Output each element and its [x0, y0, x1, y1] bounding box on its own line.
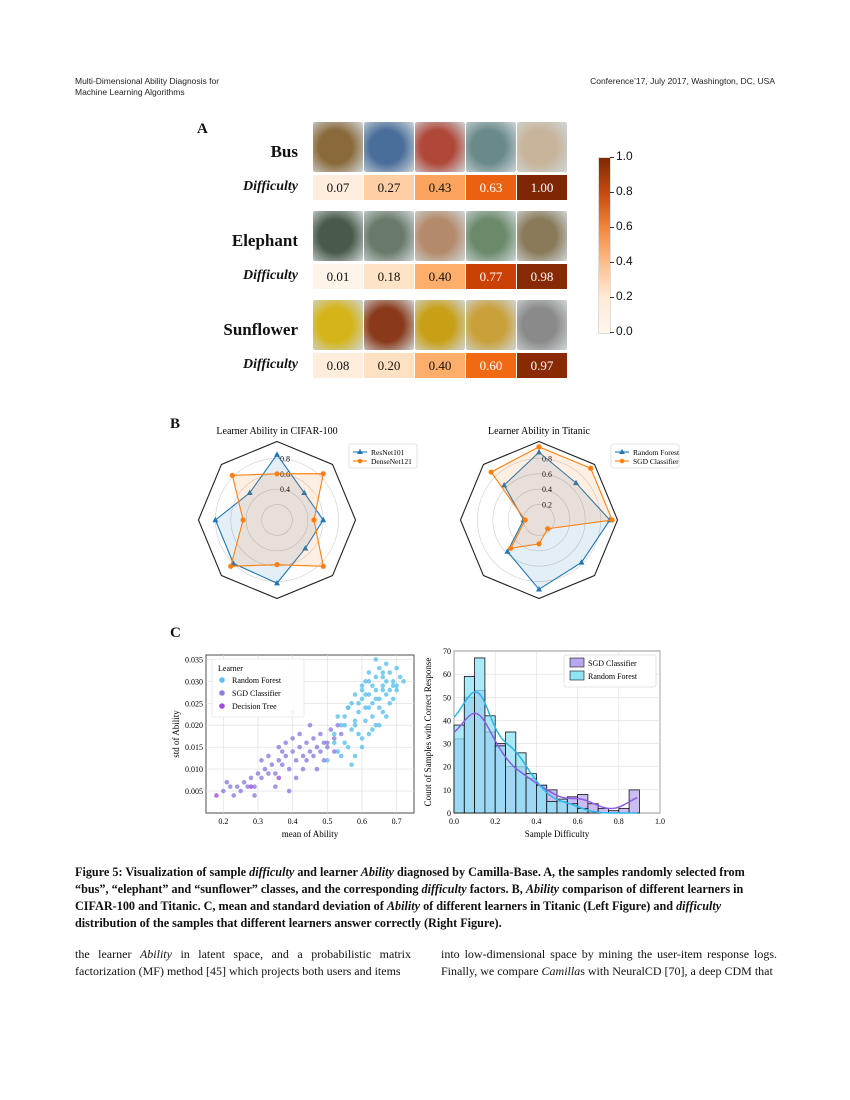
difficulty-cell: 0.40 [415, 353, 465, 378]
radar-rtick-label: 0.6 [542, 469, 552, 479]
scatter-ytick-label: 0.010 [185, 765, 203, 775]
radar-point [536, 541, 541, 546]
scatter-point [283, 754, 288, 759]
scatter-point [231, 793, 236, 798]
hist-bar [464, 676, 474, 813]
scatter-point [273, 784, 278, 789]
radar-rtick-label: 0.8 [542, 454, 552, 464]
scatter-point [360, 697, 365, 702]
difficulty-cell: 0.07 [313, 175, 363, 200]
body-text-right: into low-dimensional space by mining the user-item response logs. Finally, we compare Camillas with NeuralCD [70], a deep CDM that [441, 947, 777, 978]
scatter-point [280, 749, 285, 754]
radar-point [228, 564, 233, 569]
scatter-point [353, 723, 358, 728]
hist-xlabel: Sample Difficulty [524, 829, 590, 839]
scatter-point [325, 745, 330, 750]
scatter-point [280, 762, 285, 767]
difficulty-cell: 0.08 [313, 353, 363, 378]
scatter-point [377, 705, 382, 710]
sample-thumbnail [313, 122, 363, 172]
colorbar-tick-label: 0.2 [616, 289, 633, 303]
radar-point [241, 517, 246, 522]
scatter-point [370, 714, 375, 719]
radar-point [274, 562, 279, 567]
scatter-point [259, 776, 264, 781]
scatter-point [381, 675, 386, 680]
scatter-point [294, 776, 299, 781]
scatter-ytick-label: 0.020 [185, 721, 203, 731]
legend-label: SGD Classifier [232, 689, 281, 698]
panel-c-letter: C [170, 625, 181, 641]
sample-thumbnail [415, 211, 465, 261]
scatter-point [367, 679, 372, 684]
radar-rtick-label: 0.2 [542, 500, 552, 510]
difficulty-cell: 0.27 [364, 175, 414, 200]
scatter-point [370, 727, 375, 732]
hist-bar [516, 753, 526, 813]
class-name-sunflower: Sunflower [223, 320, 298, 339]
scatter-point [332, 732, 337, 737]
legend-swatch [570, 671, 584, 680]
scatter-point [342, 723, 347, 728]
radar-point [610, 517, 615, 522]
difficulty-label: Difficulty [243, 268, 298, 283]
radar-point [488, 469, 493, 474]
header-title-line2: Machine Learning Algorithms [75, 87, 185, 97]
colorbar-tick-mark [610, 262, 614, 263]
scatter-xtick-label: 0.6 [357, 817, 367, 826]
colorbar-tick-mark [610, 192, 614, 193]
hist-xtick-label: 0.0 [449, 817, 459, 826]
difficulty-cell: 0.63 [466, 175, 516, 200]
scatter-point [349, 701, 354, 706]
hist-xtick-label: 0.8 [613, 817, 624, 826]
scatter-point [353, 754, 358, 759]
scatter-point [353, 719, 358, 724]
scatter-xtick-label: 0.2 [218, 817, 229, 826]
legend-label: Random Forest [633, 448, 680, 457]
legend-label: SGD Classifier [588, 659, 637, 668]
radar-point [311, 517, 316, 522]
scatter-point [398, 675, 403, 680]
scatter-ytick-label: 0.030 [185, 677, 203, 687]
scatter-point [346, 705, 351, 710]
scatter-point [401, 679, 406, 684]
scatter-point [273, 771, 278, 776]
scatter-xtick-label: 0.5 [322, 817, 333, 826]
scatter-ytick-label: 0.005 [185, 787, 203, 797]
scatter-point [349, 727, 354, 732]
scatter-point [287, 789, 292, 794]
scatter-point [318, 749, 323, 754]
header-title-line1: Multi-Dimensional Ability Diagnosis for [75, 76, 220, 86]
scatter-point [394, 666, 399, 671]
legend-marker [219, 703, 225, 709]
radar-legend [611, 444, 680, 468]
scatter-point [356, 701, 361, 706]
difficulty-cell: 0.40 [415, 264, 465, 289]
scatter-point [259, 758, 264, 763]
difficulty-cell: 0.43 [415, 175, 465, 200]
hist-ytick-label: 0 [447, 809, 451, 818]
radar-point [230, 473, 235, 478]
sample-thumbnail [466, 211, 516, 261]
scatter-point [374, 697, 379, 702]
scatter-point [374, 657, 379, 662]
scatter-point [381, 670, 386, 675]
sample-thumbnail [313, 300, 363, 350]
scatter-point [266, 754, 271, 759]
scatter-point [263, 767, 268, 772]
scatter-point [242, 780, 247, 785]
scatter-xlabel: mean of Ability [281, 829, 339, 839]
scatter-point [308, 749, 313, 754]
scatter-point [214, 793, 219, 798]
hist-ytick-label: 20 [443, 762, 451, 772]
radar-rtick-label: 0.4 [542, 485, 552, 495]
sample-thumbnail [415, 122, 465, 172]
scatter-point [391, 679, 396, 684]
colorbar [598, 157, 611, 334]
scatter-point [360, 688, 365, 693]
histogram-chart [420, 645, 680, 845]
scatter-point [308, 723, 313, 728]
scatter-point [370, 701, 375, 706]
scatter-point [249, 784, 254, 789]
running-header-right: Conference’17, July 2017, Washington, DC, USA [590, 76, 775, 86]
scatter-point [228, 784, 233, 789]
sample-thumbnail [364, 211, 414, 261]
radar-charts [0, 420, 850, 620]
difficulty-cell: 0.98 [517, 264, 567, 289]
scatter-point [315, 767, 320, 772]
hist-bar [547, 801, 557, 813]
sample-thumbnail [364, 300, 414, 350]
sample-thumbnail [466, 122, 516, 172]
colorbar-tick-label: 0.0 [616, 324, 633, 338]
scatter-point [363, 719, 368, 724]
scatter-point [256, 771, 261, 776]
colorbar-tick-label: 0.8 [616, 184, 633, 198]
scatter-point [297, 732, 302, 737]
difficulty-cell: 0.77 [466, 264, 516, 289]
scatter-point [387, 688, 392, 693]
colorbar-tick-mark [610, 157, 614, 158]
scatter-point [346, 745, 351, 750]
hist-ytick-label: 50 [443, 693, 451, 703]
scatter-ytick-label: 0.025 [185, 699, 203, 709]
scatter-point [387, 670, 392, 675]
scatter-point [363, 692, 368, 697]
scatter-point [377, 666, 382, 671]
scatter-point [381, 688, 386, 693]
legend-label: ResNet101 [371, 448, 405, 457]
radar-point [321, 471, 326, 476]
hist-xtick-label: 0.6 [572, 817, 583, 826]
legend-marker [219, 690, 225, 696]
legend-label: SGD Classifier [633, 457, 679, 466]
body-text-left: the learner Ability in latent space, and a probabilistic matrix factorization (MF) method [45] which projects both users and items [75, 947, 411, 978]
hist-ylabel: Count of Samples with Correct Response [423, 657, 433, 807]
scatter-point [221, 789, 226, 794]
legend-title: Learner [218, 664, 243, 673]
scatter-point [318, 732, 323, 737]
hist-ytick-label: 70 [443, 647, 451, 656]
difficulty-label: Difficulty [243, 179, 298, 194]
scatter-point [381, 683, 386, 688]
scatter-point [287, 767, 292, 772]
hist-xtick-label: 1.0 [655, 817, 665, 826]
legend-marker [219, 677, 225, 683]
scatter-point [301, 767, 306, 772]
scatter-point [332, 749, 337, 754]
scatter-ytick-label: 0.035 [185, 655, 203, 665]
scatter-point [360, 745, 365, 750]
hist-legend [564, 655, 656, 687]
scatter-point [384, 692, 389, 697]
difficulty-cell: 0.60 [466, 353, 516, 378]
panel-b-letter: B [170, 416, 181, 432]
hist-xtick-label: 0.4 [531, 817, 542, 826]
legend-label: Decision Tree [232, 702, 277, 711]
sample-thumbnail [517, 122, 567, 172]
legend-swatch [570, 658, 584, 667]
scatter-point [249, 776, 254, 781]
difficulty-cell: 0.97 [517, 353, 567, 378]
difficulty-cell: 0.20 [364, 353, 414, 378]
radar-point [588, 466, 593, 471]
scatter-point [335, 723, 340, 728]
scatter-point [342, 740, 347, 745]
difficulty-cell: 1.00 [517, 175, 567, 200]
scatter-point [387, 701, 392, 706]
scatter-point [304, 740, 309, 745]
scatter-point [304, 758, 309, 763]
radar-point [321, 564, 326, 569]
scatter-point [374, 688, 379, 693]
scatter-point [290, 736, 295, 741]
scatter-point [238, 789, 243, 794]
colorbar-tick-mark [610, 227, 614, 228]
scatter-point [332, 736, 337, 741]
scatter-point [225, 780, 230, 785]
class-name-elephant: Elephant [231, 231, 298, 250]
difficulty-cell: 0.01 [313, 264, 363, 289]
colorbar-tick-label: 0.4 [616, 254, 633, 268]
hist-bar [454, 725, 464, 813]
radar-rtick-label: 0.4 [280, 485, 290, 495]
scatter-point [301, 754, 306, 759]
scatter-point [391, 683, 396, 688]
radar-point [536, 444, 541, 449]
scatter-xtick-label: 0.4 [287, 817, 298, 826]
scatter-point [342, 714, 347, 719]
scatter-xtick-label: 0.7 [391, 817, 402, 826]
scatter-point [374, 675, 379, 680]
scatter-point [367, 705, 372, 710]
panel-a-letter: A [197, 121, 208, 137]
scatter-point [384, 661, 389, 666]
colorbar-tick-mark [610, 332, 614, 333]
scatter-point [356, 732, 361, 737]
scatter-point [339, 754, 344, 759]
scatter-ylabel: std of Ability [171, 710, 181, 758]
scatter-chart [170, 645, 430, 845]
scatter-point [370, 683, 375, 688]
sample-thumbnail [364, 122, 414, 172]
scatter-point [356, 710, 361, 715]
scatter-point [353, 692, 358, 697]
sample-thumbnail [517, 300, 567, 350]
legend-marker [358, 459, 363, 464]
scatter-point [315, 745, 320, 750]
scatter-point [367, 670, 372, 675]
radar-rtick-label: 0.8 [280, 454, 290, 464]
hist-ytick-label: 60 [443, 670, 451, 680]
scatter-point [277, 745, 282, 750]
scatter-point [325, 740, 330, 745]
scatter-point [283, 740, 288, 745]
scatter-point [339, 732, 344, 737]
scatter-point [277, 776, 282, 781]
scatter-point [297, 745, 302, 750]
scatter-point [294, 758, 299, 763]
legend-label: DenseNet121 [371, 457, 412, 466]
radar-legend [349, 444, 417, 468]
hist-xtick-label: 0.2 [490, 817, 501, 826]
colorbar-tick-label: 1.0 [616, 149, 633, 163]
colorbar-tick-mark [610, 297, 614, 298]
sample-thumbnail [313, 211, 363, 261]
scatter-ytick-label: 0.015 [185, 743, 203, 753]
scatter-point [335, 714, 340, 719]
radar-point [523, 517, 528, 522]
hist-bar [475, 658, 485, 813]
sample-thumbnail [466, 300, 516, 350]
radar-point [508, 546, 513, 551]
scatter-point [384, 679, 389, 684]
scatter-point [270, 762, 275, 767]
scatter-point [391, 697, 396, 702]
scatter-point [360, 736, 365, 741]
hist-ytick-label: 40 [443, 716, 451, 726]
scatter-point [394, 688, 399, 693]
scatter-point [377, 723, 382, 728]
radar-title: Learner Ability in Titanic [488, 426, 590, 437]
hist-ytick-label: 10 [443, 785, 451, 795]
scatter-point [332, 740, 337, 745]
sample-thumbnail [415, 300, 465, 350]
legend-label: Random Forest [232, 676, 282, 685]
hist-ytick-label: 30 [443, 739, 451, 749]
radar-rtick-label: 0.6 [280, 469, 290, 479]
scatter-point [277, 758, 282, 763]
scatter-point [290, 749, 295, 754]
scatter-point [266, 771, 271, 776]
legend-label: Random Forest [588, 672, 638, 681]
scatter-point [381, 710, 386, 715]
radar-point [545, 526, 550, 531]
legend-marker [620, 459, 625, 464]
scatter-point [235, 784, 240, 789]
colorbar-tick-label: 0.6 [616, 219, 633, 233]
scatter-point [322, 758, 327, 763]
difficulty-label: Difficulty [243, 357, 298, 372]
class-name-bus: Bus [270, 142, 298, 161]
scatter-point [360, 683, 365, 688]
scatter-point [329, 727, 334, 732]
scatter-point [311, 736, 316, 741]
scatter-point [311, 754, 316, 759]
scatter-legend [212, 659, 304, 717]
radar-title: Learner Ability in CIFAR-100 [216, 426, 338, 437]
scatter-xtick-label: 0.3 [253, 817, 263, 826]
figure-caption: Figure 5: Visualization of sample difficulty and learner Ability diagnosed by Camilla-Base. A, the samples randomly selected from “bus”, “elephant” and “sunflower” classes, and the corresponding difficulty factors. B, Ability comparison of different learners in CIFAR-100 and Titanic. C, mean and standard deviation of Ability of different learners in Titanic (Left Figure) and difficulty distribution of the samples that different learners answer correctly (Right Figure). [75, 865, 745, 930]
scatter-point [367, 732, 372, 737]
running-header-left [75, 76, 219, 98]
radar-point [274, 471, 279, 476]
scatter-point [252, 793, 257, 798]
scatter-point [349, 762, 354, 767]
sample-thumbnail [517, 211, 567, 261]
difficulty-cell: 0.18 [364, 264, 414, 289]
scatter-point [384, 714, 389, 719]
